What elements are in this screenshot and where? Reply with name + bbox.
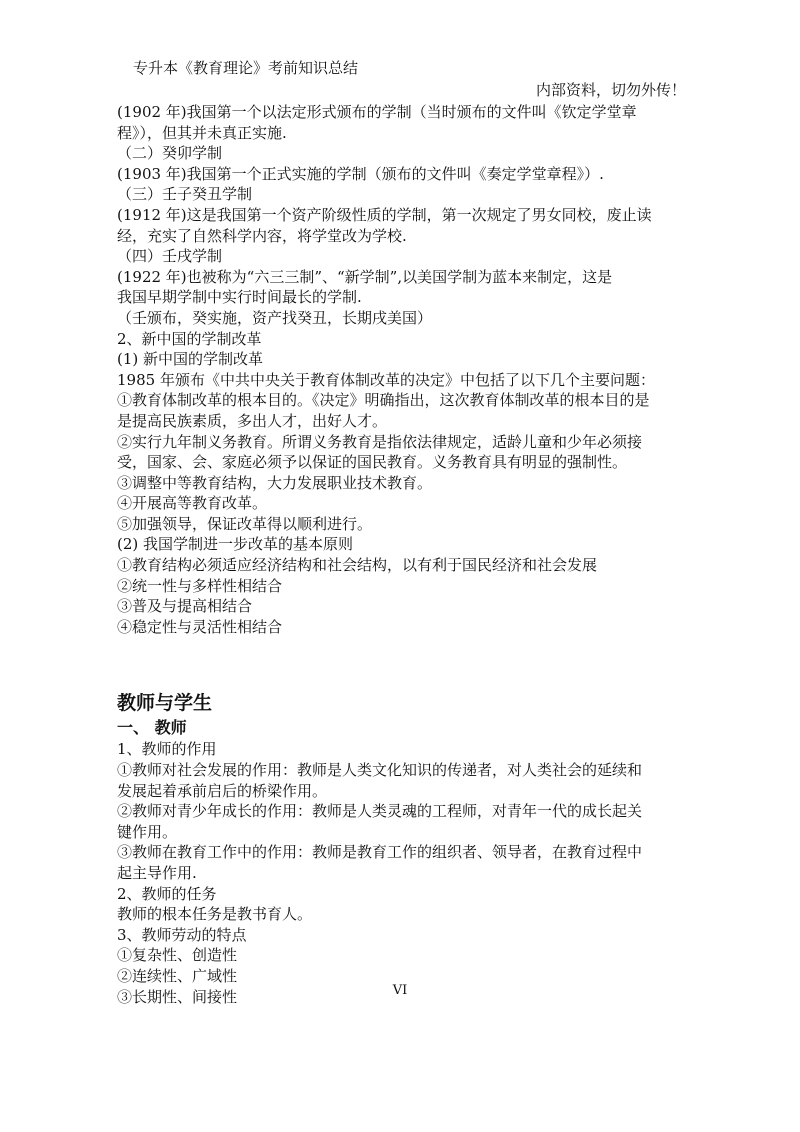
text-line: 经，充实了自然科学内容，将学堂改为学校. bbox=[117, 226, 407, 245]
text-line: ③调整中等教育结构，大力发展职业技术教育。 bbox=[117, 473, 433, 492]
text-line: （二）癸卯学制 bbox=[117, 144, 223, 163]
text-line: ③长期性、间接性 bbox=[117, 987, 238, 1006]
text-line: （壬颁布，癸实施，资产找癸丑，长期戌美国） bbox=[117, 308, 433, 327]
text-line: 是提高民族素质，多出人才，出好人才。 bbox=[117, 411, 388, 430]
text-line: (2) 我国学制进一步改革的基本原则 bbox=[117, 535, 354, 554]
text-block-teacher bbox=[117, 739, 683, 1007]
text-line: ①教育体制改革的根本目的。《决定》明确指出，这次教育体制改革的根本目的是 bbox=[117, 391, 650, 410]
text-line: ⑤加强领导，保证改革得以顺利进行。 bbox=[117, 514, 373, 533]
text-line: 3、教师劳动的特点 bbox=[117, 925, 247, 944]
text-line: ②连续性、广域性 bbox=[117, 966, 238, 985]
section-title: 教师与学生 bbox=[117, 692, 213, 715]
text-line: （三）壬子癸丑学制 bbox=[117, 185, 253, 204]
text-line: ②教师对青少年成长的作用：教师是人类灵魂的工程师，对青年一代的成长起关 bbox=[117, 802, 643, 821]
section-spacer bbox=[117, 637, 683, 689]
subsection-title: 一、 教师 bbox=[117, 718, 187, 738]
text-line: ①复杂性、创造性 bbox=[117, 946, 238, 965]
header-title: 专升本《教育理论》考前知识总结 bbox=[133, 59, 359, 77]
text-line: 发展起着承前启后的桥梁作用。 bbox=[117, 781, 328, 800]
text-line: 2、教师的任务 bbox=[117, 884, 217, 903]
text-line: ③教师在教育工作中的作用：教师是教育工作的组织者、领导者，在教育过程中 bbox=[117, 843, 643, 862]
text-line: ④开展高等教育改革。 bbox=[117, 494, 268, 513]
text-line: （四）壬戌学制 bbox=[117, 247, 223, 266]
text-line: 起主导作用. bbox=[117, 864, 197, 882]
text-line: ④稳定性与灵活性相结合 bbox=[117, 617, 283, 636]
text-line: 我国早期学制中实行时间最长的学制. bbox=[117, 288, 362, 307]
text-line: (1902 年)我国第一个以法定形式颁布的学制（当时颁布的文件叫《钦定学堂章 bbox=[117, 103, 637, 121]
text-line: ②统一性与多样性相结合 bbox=[117, 576, 283, 595]
text-line: ①教师对社会发展的作用：教师是人类文化知识的传递者，对人类社会的延续和 bbox=[117, 761, 643, 780]
text-line: 2、新中国的学制改革 bbox=[117, 329, 262, 348]
text-line: 程》），但其并未真正实施. bbox=[117, 123, 287, 142]
text-line: (1) 新中国的学制改革 bbox=[117, 350, 264, 369]
text-line: 键作用。 bbox=[117, 822, 178, 841]
document-body bbox=[117, 102, 683, 1007]
text-line: ②实行九年制义务教育。所谓义务教育是指依法律规定，适龄儿童和少年必须接 bbox=[117, 432, 643, 451]
text-line: 1、教师的作用 bbox=[117, 740, 217, 759]
header-notice: 内部资料，切勿外传！ bbox=[535, 81, 686, 99]
text-line: 1985 年颁布《中共中央关于教育体制改革的决定》中包括了以下几个主要问题： bbox=[117, 370, 655, 389]
text-line: (1922 年)也被称为“六三三制”、“新学制”,以美国学制为蓝本来制定，这是 bbox=[117, 267, 613, 286]
text-line: (1903 年)我国第一个正式实施的学制（颁布的文件叫《奏定学堂章程》）. bbox=[117, 164, 604, 183]
text-block-school-system bbox=[117, 102, 683, 637]
page-number: VI bbox=[392, 983, 408, 998]
text-line: ③普及与提高相结合 bbox=[117, 597, 253, 616]
text-line: ①教育结构必须适应经济结构和社会结构，以有利于国民经济和社会发展 bbox=[117, 556, 598, 575]
text-line: 教师的根本任务是教书育人。 bbox=[117, 905, 313, 924]
text-line: (1912 年)这是我国第一个资产阶级性质的学制，第一次规定了男女同校，废止读 bbox=[117, 205, 652, 224]
text-line: 受，国家、会、家庭必须予以保证的国民教育。义务教育具有明显的强制性。 bbox=[117, 453, 628, 472]
